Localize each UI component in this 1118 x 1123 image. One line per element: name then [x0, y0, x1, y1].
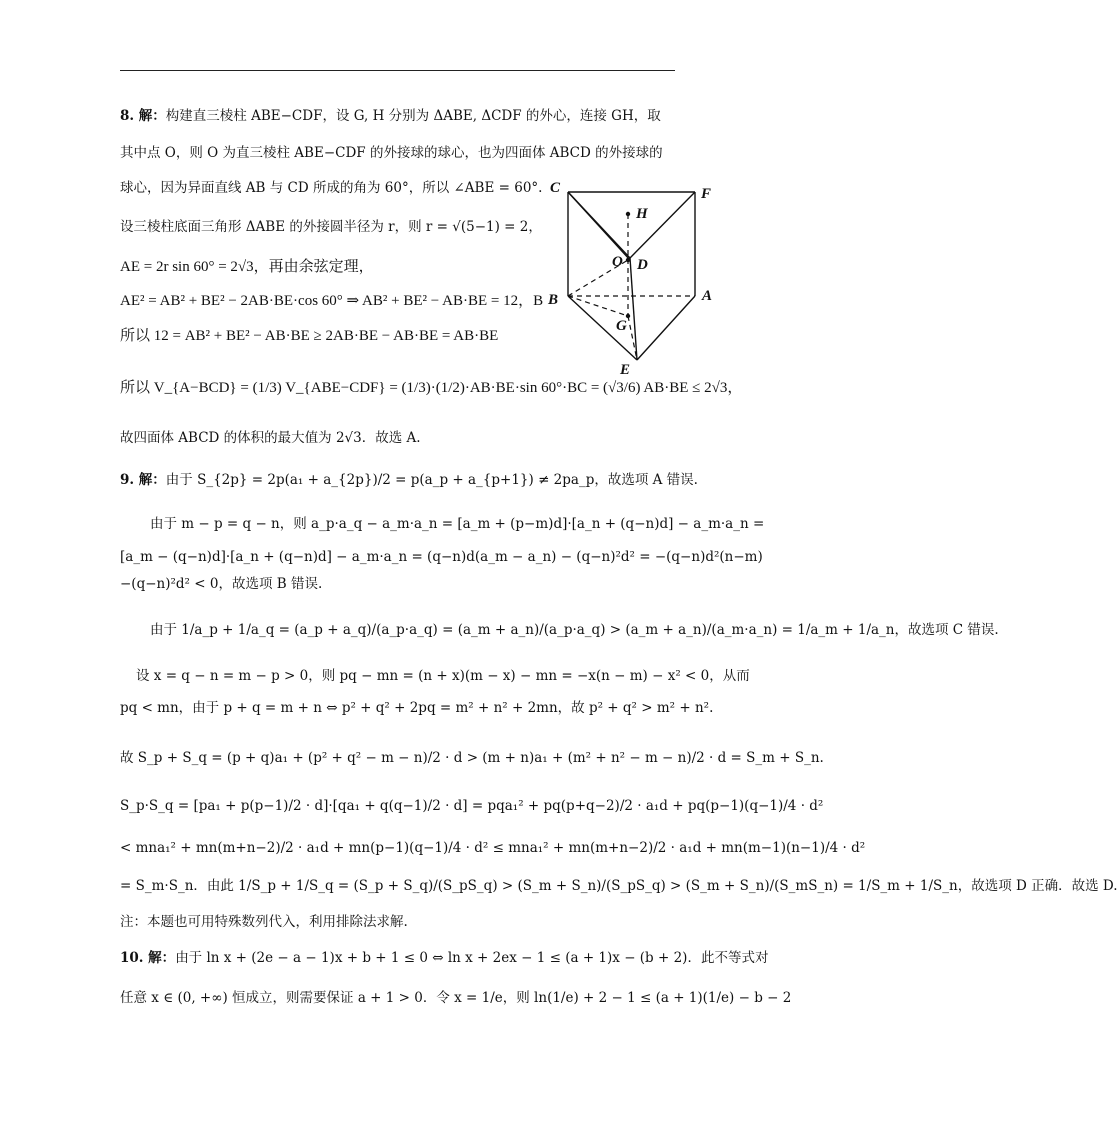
edge-AE	[637, 296, 695, 360]
line-p9f: 设 x = q − n = m − p > 0，则 pq − mn = (n + x)(m − x) − mn = −x(n − m) − x² < 0，从而	[136, 668, 750, 684]
line-p8d: 设三棱柱底面三角形 ΔABE 的外接圆半径为 r，则 r = √(5−1) = 2，	[120, 219, 542, 235]
point-O	[626, 258, 630, 262]
line-p9j: < mna₁² + mn(m+n−2)/2 · a₁d + mn(p−1)(q−1)/4 · d² ≤ mna₁² + mn(m+n−2)/2 · a₁d + mn(m−1)(n−1)/4 · d²	[120, 840, 866, 856]
line-p8h: 所以 V_{A−BCD} = (1/3) V_{ABE−CDF} = (1/3)·(1/2)·AB·BE·sin 60°·BC = (√3/6) AB·BE ≤ 2√3，	[120, 380, 743, 396]
label-G: G	[616, 318, 627, 334]
line-p9b: 由于 m − p = q − n，则 a_p·a_q − a_m·a_n = [a_m + (p−m)d]·[a_n + (q−n)d] − a_m·a_n =	[150, 516, 765, 532]
line-p9a: 9. 解：由于 S_{2p} = 2p(a₁ + a_{2p})/2 = p(a_p + a_{p+1}) ≠ 2pa_p，故选项 A 错误.	[120, 472, 698, 488]
label-H: H	[636, 206, 648, 222]
line-p9l: 注：本题也可用特殊数列代入，利用排除法求解.	[120, 914, 408, 930]
line-p8f: AE² = AB² + BE² − 2AB·BE·cos 60° ⇒ AB² + BE² − AB·BE = 12，B	[120, 293, 544, 309]
line-p8c: 球心，因为异面直线 AB 与 CD 所成的角为 60°，所以 ∠ABE = 60°.	[120, 180, 543, 196]
line-p9h: 故 S_p + S_q = (p + q)a₁ + (p² + q² − m − n)/2 · d > (m + n)a₁ + (m² + n² − m − n)/2 · d = S_m + S_n.	[120, 750, 824, 766]
line-p8a: 8. 解：构建直三棱柱 ABE−CDF，设 G, H 分别为 ΔABE, ΔCDF 的外心，连接 GH，取	[120, 108, 661, 124]
line-p10b: 任意 x ∈ (0, +∞) 恒成立，则需要保证 a + 1 > 0．令 x = 1/e，则 ln(1/e) + 2 − 1 ≤ (a + 1)(1/e) − b − 2	[120, 990, 792, 1006]
label-E: E	[620, 362, 631, 378]
label-B: B	[548, 292, 559, 308]
line-p9i: S_p·S_q = [pa₁ + p(p−1)/2 · d]·[qa₁ + q(q−1)/2 · d] = pqa₁² + pq(p+q−2)/2 · a₁d + pq(p−1)(q−1)/4 · d²	[120, 798, 824, 814]
line-p9g: pq < mn，由于 p + q = m + n ⇔ p² + q² + 2pq = m² + n² + 2mn，故 p² + q² > m² + n².	[120, 700, 714, 716]
line-p8g: 所以 12 = AB² + BE² − AB·BE ≥ 2AB·BE − AB·BE = AB·BE	[120, 328, 499, 344]
prism-figure	[540, 178, 730, 378]
segment-BG-dashed	[568, 296, 628, 316]
point-H	[626, 212, 630, 216]
edge-CO	[568, 192, 630, 260]
line-p8i: 故四面体 ABCD 的体积的最大值为 2√3．故选 A.	[120, 430, 421, 446]
header-rule	[120, 70, 675, 71]
line-p9k: = S_m·S_n．由此 1/S_p + 1/S_q = (S_p + S_q)/(S_pS_q) > (S_m + S_n)/(S_pS_q) > (S_m + S_n)/(S_mS_n) = 1/S_m + 1/S_n，故选项 D 正确．故选 D.	[120, 878, 1118, 894]
line-p9d: −(q−n)²d² < 0，故选项 B 错误.	[120, 576, 323, 592]
label-D: D	[637, 257, 648, 273]
edge-DF	[630, 192, 695, 258]
line-p10a: 10. 解：由于 ln x + (2e − a − 1)x + b + 1 ≤ 0 ⇔ ln x + 2ex − 1 ≤ (a + 1)x − (b + 2)．此不等式对	[120, 950, 769, 966]
label-O: O	[612, 254, 623, 270]
line-p8e: AE = 2r sin 60° = 2√3，再由余弦定理，	[120, 259, 374, 275]
label-C: C	[550, 180, 561, 196]
label-A: A	[702, 288, 713, 304]
line-p8b: 其中点 O，则 O 为直三棱柱 ABE−CDF 的外接球的球心，也为四面体 ABCD 的外接球的	[120, 145, 663, 161]
line-p9c: [a_m − (q−n)d]·[a_n + (q−n)d] − a_m·a_n = (q−n)d(a_m − a_n) − (q−n)²d² = −(q−n)d²(n−m)	[120, 549, 763, 565]
line-p9e: 由于 1/a_p + 1/a_q = (a_p + a_q)/(a_p·a_q) = (a_m + a_n)/(a_p·a_q) > (a_m + a_n)/(a_m·a_n) = 1/a_m + 1/a_n，故选项 C 错误.	[150, 622, 999, 638]
label-F: F	[701, 186, 712, 202]
